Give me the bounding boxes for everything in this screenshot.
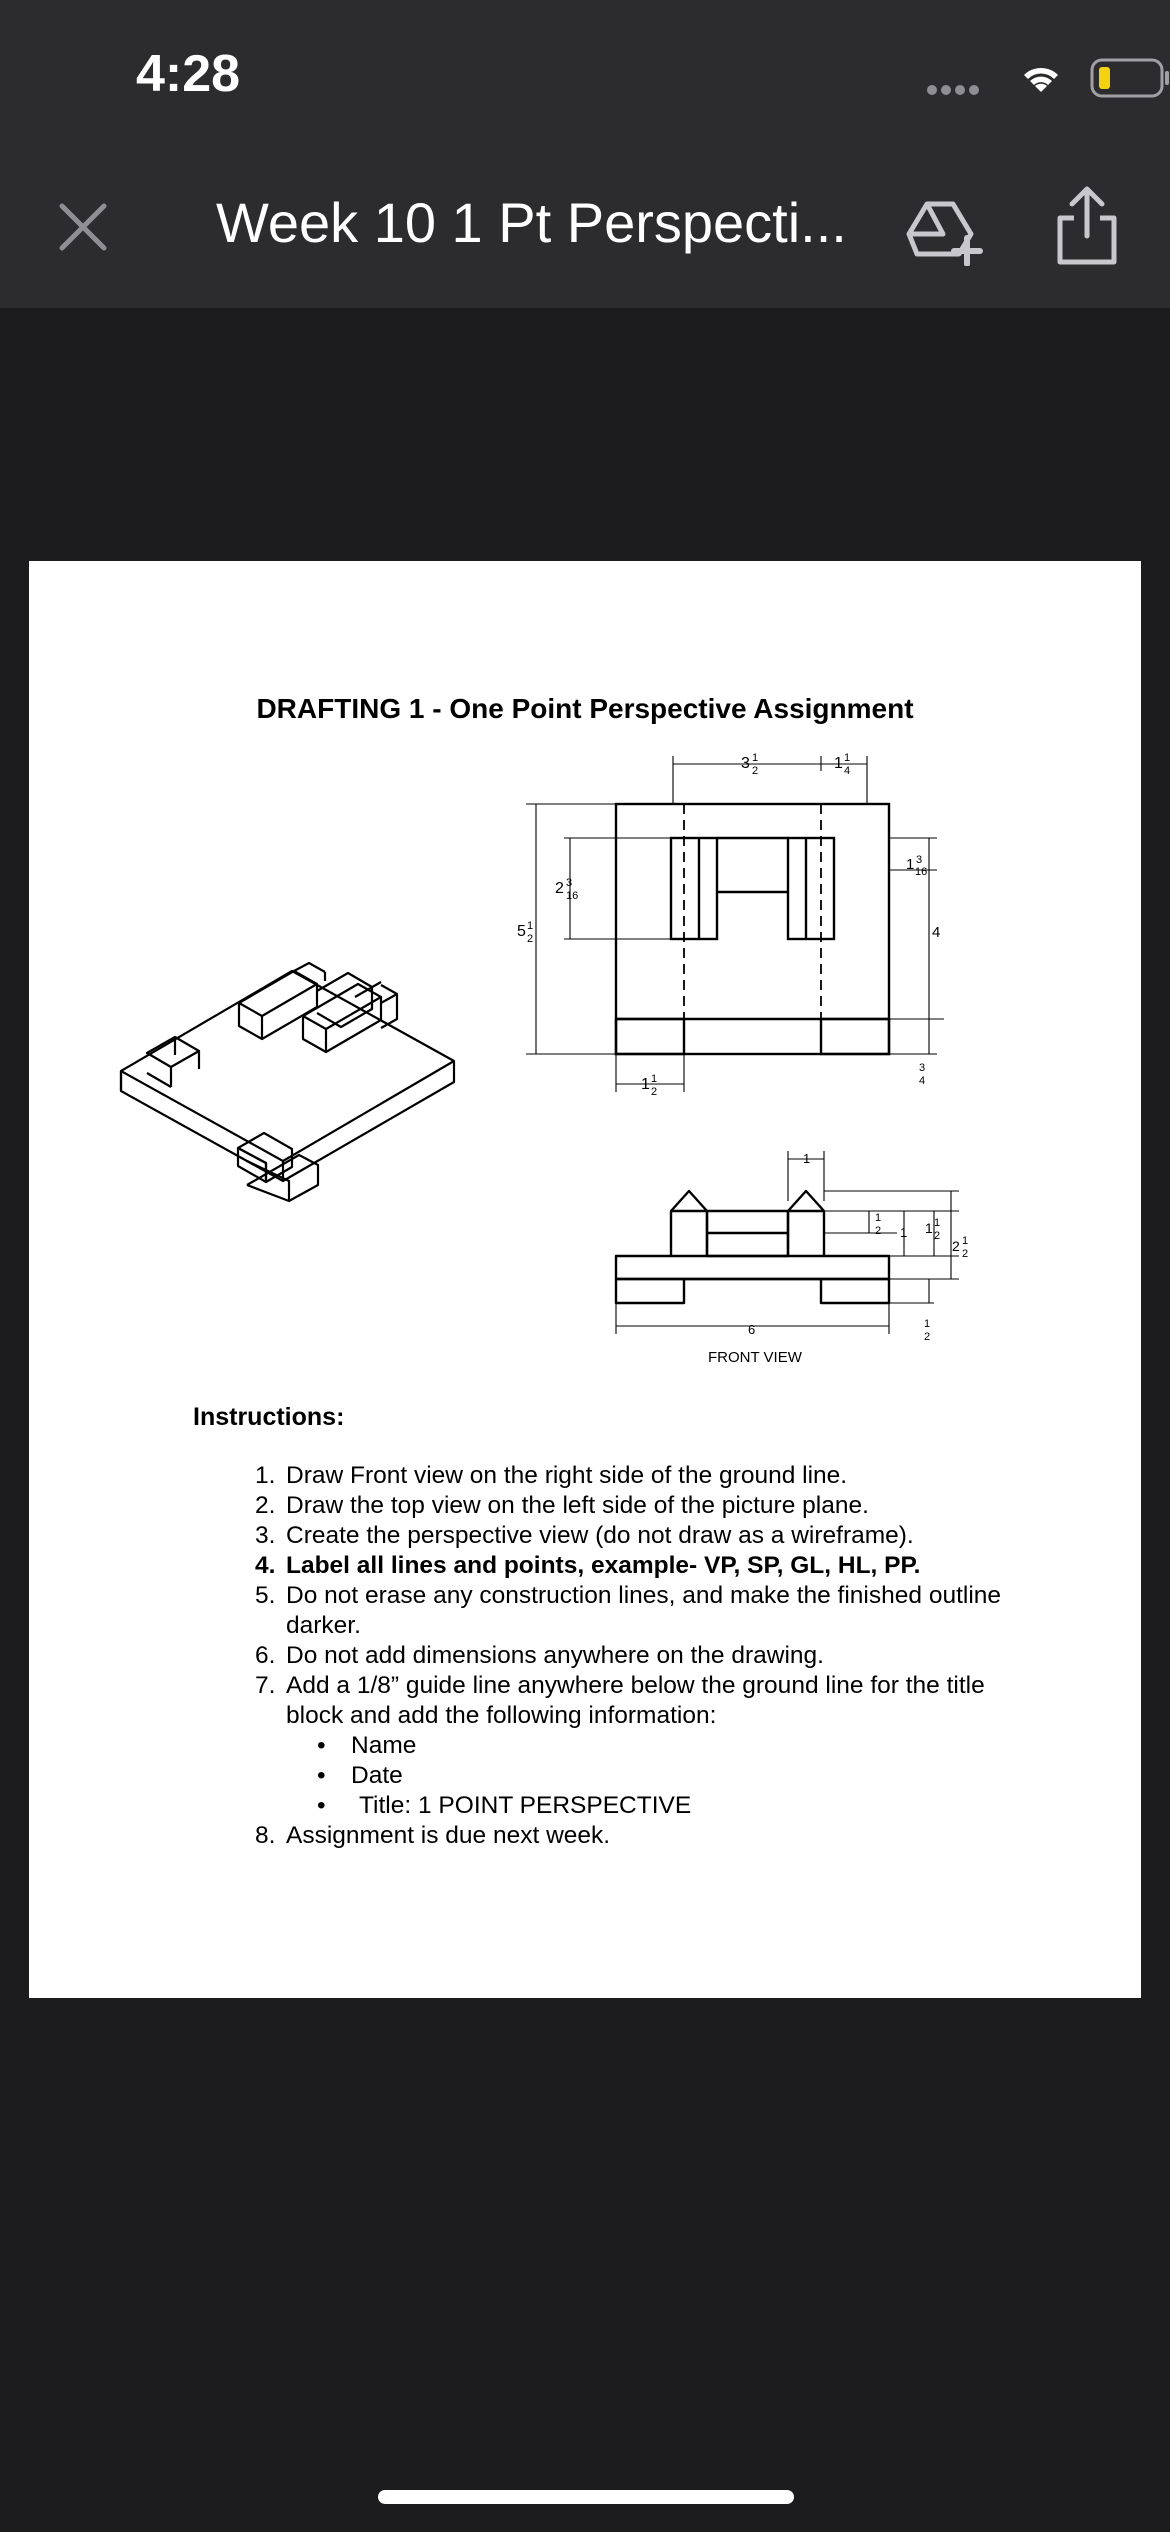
list-text: Draw Front view on the right side of the ground line. bbox=[286, 1462, 848, 1489]
dim-right-c-den: 4 bbox=[919, 1075, 926, 1087]
app-header bbox=[0, 0, 1170, 308]
list-text: Create the perspective view (do not draw as a wireframe). bbox=[286, 1522, 914, 1549]
dim-bottom-left: 1 bbox=[641, 1076, 650, 1093]
dim-top-b: 1 bbox=[834, 755, 843, 772]
battery-icon bbox=[1092, 60, 1169, 96]
list-item bbox=[225, 1581, 1005, 1641]
dim-left-outer: 5 bbox=[517, 923, 526, 940]
add-to-drive-icon[interactable] bbox=[905, 188, 983, 266]
dim-front-base-num: 1 bbox=[924, 1318, 931, 1330]
dim-bottom-left-num: 1 bbox=[651, 1073, 658, 1085]
instructions-title: Instructions: bbox=[193, 1403, 345, 1431]
dim-front-top: 1 bbox=[803, 1151, 811, 1166]
bullet-item bbox=[225, 1731, 1005, 1761]
bullet-item bbox=[225, 1791, 1005, 1821]
dim-right-a-num: 3 bbox=[916, 854, 923, 866]
dim-left-inner: 2 bbox=[555, 880, 564, 897]
status-icons bbox=[910, 50, 1170, 110]
dim-top-b-num: 1 bbox=[844, 752, 851, 764]
dim-front-r2-den: 2 bbox=[962, 1248, 969, 1260]
dim-front-r1-den: 2 bbox=[934, 1230, 941, 1242]
dim-front-half-num: 1 bbox=[875, 1212, 882, 1224]
list-item bbox=[225, 1641, 1005, 1671]
toolbar bbox=[0, 170, 1170, 280]
dim-left-inner-num: 3 bbox=[566, 877, 573, 889]
signal-dots-icon bbox=[927, 85, 979, 95]
list-number: 5. bbox=[255, 1582, 276, 1609]
bullet-item bbox=[225, 1761, 1005, 1791]
front-view-label: FRONT VIEW bbox=[708, 1349, 802, 1366]
list-text: Assignment is due next week. bbox=[286, 1822, 611, 1849]
top-view-hidden-lines bbox=[684, 804, 821, 1054]
front-view bbox=[616, 1191, 889, 1303]
instructions-list bbox=[225, 1461, 1005, 1851]
dim-front-half-den: 2 bbox=[875, 1225, 882, 1237]
bullet-mark: • bbox=[317, 1732, 326, 1759]
isometric-view bbox=[121, 963, 454, 1201]
share-icon[interactable] bbox=[1050, 184, 1124, 268]
dim-front-r1-num: 1 bbox=[934, 1217, 941, 1229]
dim-top-a-den: 2 bbox=[752, 765, 759, 777]
dim-bottom-left-den: 2 bbox=[651, 1086, 658, 1098]
dim-right-a-den: 16 bbox=[915, 866, 928, 878]
top-view bbox=[616, 804, 889, 1054]
list-number: 6. bbox=[255, 1642, 276, 1669]
list-text: Draw the top view on the left side of the picture plane. bbox=[286, 1492, 869, 1519]
list-item bbox=[225, 1551, 1005, 1581]
dim-right-b: 4 bbox=[932, 924, 941, 941]
list-text: Add a 1/8” guide line anywhere below the ground line for the title block and add the following information: bbox=[286, 1672, 985, 1729]
list-text: Label all lines and points, example- VP, SP, GL, HL, PP. bbox=[286, 1552, 921, 1579]
list-item bbox=[225, 1821, 1005, 1851]
list-number: 3. bbox=[255, 1522, 276, 1549]
dim-top-a-num: 1 bbox=[752, 752, 759, 764]
document-title: Week 10 1 Pt Perspecti... bbox=[216, 191, 847, 254]
home-indicator[interactable] bbox=[378, 2490, 794, 2504]
list-number: 2. bbox=[255, 1492, 276, 1519]
dim-left-outer-num: 1 bbox=[527, 920, 534, 932]
bullet-mark: • bbox=[317, 1762, 326, 1789]
list-number: 1. bbox=[255, 1462, 276, 1489]
list-item bbox=[225, 1671, 1005, 1731]
list-number: 7. bbox=[255, 1672, 276, 1699]
list-text: Do not add dimensions anywhere on the drawing. bbox=[286, 1642, 824, 1669]
status-time: 4:28 bbox=[136, 45, 241, 103]
dim-front-r2-num: 1 bbox=[962, 1235, 969, 1247]
bullet-text: Name bbox=[351, 1732, 417, 1759]
document-heading: DRAFTING 1 - One Point Perspective Assignment bbox=[256, 693, 914, 724]
dim-front-base-den: 2 bbox=[924, 1331, 931, 1343]
top-view-dimension-lines bbox=[526, 756, 944, 1092]
bullet-text: Date bbox=[351, 1762, 403, 1789]
dim-front-bottom: 6 bbox=[748, 1322, 756, 1337]
dim-front-one: 1 bbox=[900, 1225, 908, 1240]
dim-front-r2: 2 bbox=[952, 1238, 960, 1254]
document-page[interactable] bbox=[29, 561, 1141, 1998]
list-number: 8. bbox=[255, 1822, 276, 1849]
list-item bbox=[225, 1521, 1005, 1551]
list-item bbox=[225, 1491, 1005, 1521]
dim-right-a: 1 bbox=[906, 856, 915, 873]
dim-front-r1: 1 bbox=[925, 1220, 933, 1236]
dim-left-outer-den: 2 bbox=[527, 933, 534, 945]
list-item bbox=[225, 1461, 1005, 1491]
list-text: Do not erase any construction lines, and make the finished outline darker. bbox=[286, 1582, 1002, 1639]
wifi-icon bbox=[1024, 68, 1058, 92]
dim-left-inner-den: 16 bbox=[566, 890, 579, 902]
bullet-text: Title: 1 POINT PERSPECTIVE bbox=[359, 1792, 692, 1819]
dim-top-a: 3 bbox=[741, 755, 750, 772]
list-number: 4. bbox=[255, 1552, 276, 1579]
bullet-mark: • bbox=[317, 1792, 326, 1819]
dim-right-c-num: 3 bbox=[919, 1062, 926, 1074]
close-icon[interactable] bbox=[52, 196, 114, 258]
dim-top-b-den: 4 bbox=[844, 765, 851, 777]
